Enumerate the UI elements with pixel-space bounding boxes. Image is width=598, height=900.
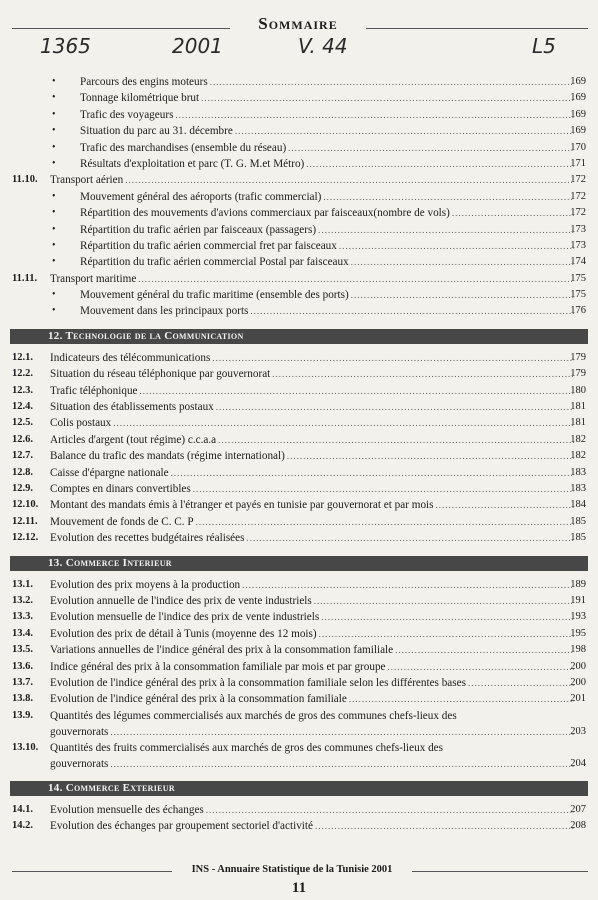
entry-title-wrap (50, 415, 574, 431)
entry-page: 200 (570, 660, 586, 672)
entry-page: 174 (570, 256, 586, 268)
entry-title-wrap (80, 140, 574, 156)
entry-title-wrap (50, 432, 574, 448)
dot-leader (388, 659, 574, 675)
entry-title-wrap (80, 287, 574, 303)
footer-text: INS - Annuaire Statistique de la Tunisie 2001 (191, 864, 393, 875)
dot-leader (235, 123, 574, 139)
bullet-icon: • (52, 125, 56, 137)
toc-entry (0, 626, 598, 642)
entry-number: 12.10. (12, 499, 39, 511)
entry-page: 195 (570, 627, 586, 639)
bullet-icon: • (52, 223, 56, 235)
entry-title: Evolution des prix moyens à la production (50, 578, 241, 591)
toc-entry (0, 448, 598, 464)
entry-number: 12.4. (12, 401, 33, 413)
dot-leader (349, 691, 574, 707)
entry-title: gouvernorats (50, 757, 109, 770)
entry-number: 13.10. (12, 741, 39, 753)
section-heading: 13. Commerce Interieur (10, 556, 588, 571)
header-rule-left (12, 28, 230, 29)
toc-entry (0, 802, 598, 818)
handwritten-note: 1365 (40, 34, 91, 58)
dot-leader (171, 465, 574, 481)
entry-title: Balance du trafic des mandats (régime international) (50, 450, 285, 463)
entry-title-wrap (50, 691, 574, 707)
entry-page: 172 (570, 174, 586, 186)
entry-page: 181 (570, 401, 586, 413)
entry-title: Situation des établissements postaux (50, 401, 214, 414)
toc-entry (0, 238, 598, 254)
entry-title-wrap (50, 675, 574, 691)
entry-title: Evolution mensuelle de l'indice des prix de vente industriels (50, 611, 320, 624)
entry-title: Articles d'argent (tout régime) c.c.a.a (50, 433, 217, 446)
page-number: 11 (291, 880, 307, 896)
entry-title-line1: Quantités des fruits commercialisés aux marchés de gros des communes chefs-lieux des (50, 741, 443, 754)
entry-title: Evolution des échanges par groupement sectoriel d'activité (50, 820, 313, 833)
entry-page: 203 (570, 725, 586, 737)
entry-page: 170 (570, 141, 586, 153)
footer-rule-right (412, 871, 588, 872)
dot-leader (218, 432, 574, 448)
entry-page: 173 (570, 223, 586, 235)
toc-entry (0, 140, 598, 156)
entry-title-wrap (50, 530, 574, 546)
entry-title-wrap (80, 74, 574, 90)
bullet-icon: • (52, 76, 56, 87)
entry-page: 191 (570, 594, 586, 606)
entry-page: 173 (570, 239, 586, 251)
toc-entry (0, 708, 598, 740)
toc-entry (0, 222, 598, 238)
entry-title-wrap (80, 238, 574, 254)
entry-page: 175 (570, 272, 586, 284)
entry-page: 201 (570, 693, 586, 705)
entry-title: Mouvement général du trafic maritime (ensemble des ports) (80, 289, 349, 302)
entry-number: 12.11. (12, 515, 38, 527)
toc-entry (0, 609, 598, 625)
entry-number: 13.2. (12, 594, 33, 606)
entry-number: 13.4. (12, 627, 33, 639)
entry-title-wrap (50, 802, 574, 818)
entry-number: 12.9. (12, 482, 33, 494)
entry-title: Evolution de l'indice général des prix à la consommation familiale selon les différentes bases (50, 676, 466, 689)
entry-title: Transport maritime (50, 272, 137, 285)
dot-leader (175, 107, 574, 123)
dot-leader (351, 287, 574, 303)
dot-leader (288, 140, 574, 156)
entry-title-wrap (50, 172, 574, 188)
entry-page: 182 (570, 433, 586, 445)
entry-title: Evolution mensuelle des échanges (50, 803, 204, 816)
dot-leader (250, 303, 574, 319)
entry-number: 11.11. (12, 272, 38, 284)
dot-leader (206, 802, 574, 818)
dot-leader (201, 90, 574, 106)
section-heading: 12. Technologie de la Communication (10, 329, 588, 344)
toc-entry (0, 383, 598, 399)
toc-entry (0, 593, 598, 609)
toc-entry (0, 497, 598, 513)
bullet-icon: • (52, 305, 56, 317)
dot-leader (395, 642, 574, 658)
entry-title: Trafic des voyageurs (80, 108, 174, 121)
dot-leader (321, 609, 574, 625)
entry-title: Transport aérien (50, 174, 124, 187)
entry-title-wrap (80, 303, 574, 319)
dot-leader (318, 222, 574, 238)
entry-title-wrap (80, 254, 574, 270)
entry-title: Mouvement de fonds de C. C. P (50, 515, 194, 528)
dot-leader (452, 205, 574, 221)
entry-title: Situation du réseau téléphonique par gouvernorat (50, 368, 271, 381)
entry-title-wrap (50, 609, 574, 625)
entry-title: gouvernorats (50, 725, 109, 738)
dot-leader (140, 383, 574, 399)
toc-entry (0, 74, 598, 90)
handwritten-note: V. 44 (298, 34, 348, 58)
dot-leader (306, 156, 574, 172)
entry-page: 176 (570, 305, 586, 317)
toc-entry (0, 123, 598, 139)
toc-entry (0, 675, 598, 691)
toc-entry (0, 366, 598, 382)
entry-title-wrap (50, 399, 574, 415)
entry-number: 13.6. (12, 660, 33, 672)
header-rule-right (366, 28, 588, 29)
entry-title-wrap (50, 642, 574, 658)
entry-number: 13.1. (12, 578, 33, 590)
entry-number: 12.2. (12, 368, 33, 380)
entry-page: 172 (570, 190, 586, 202)
entry-title: Indice général des prix à la consommation familiale par mois et par groupe (50, 660, 386, 673)
entry-title: Répartition des mouvements d'avions commerciaux par faisceaux(nombre de vols) (80, 207, 450, 220)
entry-title-wrap (80, 205, 574, 221)
bullet-icon: • (52, 141, 56, 153)
entry-page: 193 (570, 611, 586, 623)
bullet-icon: • (52, 239, 56, 251)
dot-leader (210, 74, 574, 90)
dot-leader (323, 189, 574, 205)
dot-leader (193, 481, 574, 497)
dot-leader (339, 238, 574, 254)
toc-entry (0, 481, 598, 497)
entry-page: 183 (570, 482, 586, 494)
entry-title: Variations annuelles de l'indice général des prix à la consommation familiale (50, 644, 394, 657)
bullet-icon: • (52, 190, 56, 202)
toc-entry (0, 399, 598, 415)
toc-entry (0, 156, 598, 172)
toc-entry (0, 642, 598, 658)
dot-leader (272, 366, 574, 382)
entry-title-wrap (50, 818, 574, 834)
entry-number: 12.6. (12, 433, 33, 445)
toc-entry (0, 350, 598, 366)
handwritten-note: 2001 (172, 34, 223, 58)
entry-number: 14.2. (12, 820, 33, 832)
entry-title: Evolution des recettes budgétaires réalisées (50, 532, 245, 545)
toc-entry (0, 189, 598, 205)
dot-leader (436, 497, 574, 513)
entry-title: Répartition du trafic aérien commercial Postal par faisceaux (80, 256, 349, 269)
entry-page: 185 (570, 515, 586, 527)
dot-leader (319, 626, 574, 642)
entry-page: 208 (570, 820, 586, 832)
page-title: Sommaire (258, 14, 338, 33)
entry-number: 12.7. (12, 450, 33, 462)
toc-entry (0, 514, 598, 530)
entry-title-wrap (80, 156, 574, 172)
bullet-icon: • (52, 92, 56, 104)
entry-page: 204 (570, 757, 586, 769)
dot-leader (314, 593, 574, 609)
entry-title-wrap (50, 756, 574, 772)
footer-rule-left (12, 871, 172, 872)
entry-title: Résultats d'exploitation et parc (T. G. M.et Métro) (80, 157, 305, 170)
entry-page: 175 (570, 289, 586, 301)
entry-title: Parcours des engins moteurs (80, 76, 208, 88)
entry-page: 183 (570, 466, 586, 478)
entry-title: Montant des mandats émis à l'étranger et payés en tunisie par gouvernorat et par mois (50, 499, 434, 512)
entry-title-wrap (50, 514, 574, 530)
toc-entry (0, 254, 598, 270)
entry-number: 13.9. (12, 709, 33, 721)
entry-title: Colis postaux (50, 417, 112, 430)
entry-number: 13.3. (12, 611, 33, 623)
entry-number: 13.5. (12, 644, 33, 656)
entry-title: Répartition du trafic aérien par faisceaux (passagers) (80, 223, 317, 236)
entry-number: 12.8. (12, 466, 33, 478)
dot-leader (287, 448, 574, 464)
toc-entry (0, 659, 598, 675)
dot-leader (315, 818, 574, 834)
entry-number: 12.5. (12, 417, 33, 429)
entry-page: 169 (570, 125, 586, 137)
dot-leader (138, 271, 574, 287)
dot-leader (196, 514, 574, 530)
entry-page: 180 (570, 384, 586, 396)
entry-page: 189 (570, 578, 586, 590)
entry-title-wrap (50, 626, 574, 642)
entry-number: 13.8. (12, 693, 33, 705)
entry-page: 169 (570, 92, 586, 104)
entry-title-wrap (50, 271, 574, 287)
dot-leader (110, 756, 574, 772)
toc-entry (0, 107, 598, 123)
entry-page: 179 (570, 368, 586, 380)
bullet-icon: • (52, 289, 56, 301)
entry-title: Trafic téléphonique (50, 384, 138, 397)
dot-leader (110, 724, 574, 740)
entry-title-wrap (50, 383, 574, 399)
toc-entry (0, 530, 598, 546)
toc-entry (0, 90, 598, 106)
entry-page: 200 (570, 676, 586, 688)
entry-page: 169 (570, 76, 586, 87)
bullet-icon: • (52, 108, 56, 120)
entry-title: Evolution de l'indice général des prix à la consommation familiale (50, 693, 347, 706)
entry-number: 12.12. (12, 532, 39, 544)
dot-leader (351, 254, 574, 270)
entry-page: 207 (570, 803, 586, 815)
entry-title: Evolution annuelle de l'indice des prix de vente industriels (50, 594, 312, 607)
toc-entry (0, 205, 598, 221)
table-of-contents (0, 74, 598, 834)
entry-title-wrap (50, 350, 574, 366)
entry-title: Indicateurs des télécommunications (50, 351, 211, 364)
entry-number: 12.3. (12, 384, 33, 396)
entry-title-wrap (50, 481, 574, 497)
entry-title-wrap (80, 222, 574, 238)
entry-title-wrap (50, 465, 574, 481)
entry-title-wrap (50, 497, 574, 513)
dot-leader (125, 172, 574, 188)
entry-page: 179 (570, 351, 586, 363)
entry-title-wrap (80, 90, 574, 106)
entry-title-wrap (50, 593, 574, 609)
entry-title-wrap (50, 448, 574, 464)
toc-entry (0, 465, 598, 481)
toc-entry (0, 415, 598, 431)
toc-entry (0, 818, 598, 834)
dot-leader (113, 415, 574, 431)
entry-number: 14.1. (12, 803, 33, 815)
entry-page: 198 (570, 644, 586, 656)
entry-title-wrap (80, 189, 574, 205)
section-heading: 14. Commerce Exterieur (10, 781, 588, 796)
entry-title: Tonnage kilométrique brut (80, 92, 200, 105)
bullet-icon: • (52, 256, 56, 268)
entry-page: 185 (570, 532, 586, 544)
dot-leader (216, 399, 574, 415)
entry-title: Evolution des prix de détail à Tunis (moyenne des 12 mois) (50, 627, 317, 640)
entry-title: Situation du parc au 31. décembre (80, 125, 233, 138)
entry-page: 181 (570, 417, 586, 429)
entry-number: 12.1. (12, 351, 33, 363)
entry-title-wrap (50, 577, 574, 593)
entry-page: 184 (570, 499, 586, 511)
entry-title-wrap (80, 107, 574, 123)
entry-title-wrap (50, 724, 574, 740)
entry-title: Comptes en dinars convertibles (50, 482, 191, 495)
toc-entry (0, 740, 598, 772)
handwritten-note: L5 (532, 34, 556, 58)
bullet-icon: • (52, 157, 56, 169)
entry-title: Mouvement général des aéroports (trafic commercial) (80, 190, 322, 203)
entry-title-wrap (50, 659, 574, 675)
entry-title-wrap (50, 366, 574, 382)
toc-entry (0, 577, 598, 593)
entry-page: 172 (570, 207, 586, 219)
toc-entry (0, 691, 598, 707)
toc-entry (0, 303, 598, 319)
entry-number: 13.7. (12, 676, 33, 688)
toc-entry (0, 172, 598, 188)
bullet-icon: • (52, 207, 56, 219)
entry-page: 171 (570, 157, 586, 169)
entry-page: 169 (570, 108, 586, 120)
dot-leader (242, 577, 574, 593)
toc-entry (0, 432, 598, 448)
entry-title: Caisse d'épargne nationale (50, 466, 169, 479)
entry-page: 182 (570, 450, 586, 462)
entry-title-wrap (80, 123, 574, 139)
dot-leader (212, 350, 574, 366)
dot-leader (246, 530, 574, 546)
entry-title: Répartition du trafic aérien commercial fret par faisceaux (80, 239, 337, 252)
dot-leader (468, 675, 574, 691)
toc-entry (0, 287, 598, 303)
entry-title-line1: Quantités des légumes commercialisés aux marchés de gros des communes chefs-lieux des (50, 709, 457, 722)
entry-title: Mouvement dans les principaux ports (80, 305, 249, 318)
toc-entry (0, 271, 598, 287)
entry-number: 11.10. (12, 174, 38, 186)
entry-title: Trafic des marchandises (ensemble du réseau) (80, 141, 287, 154)
